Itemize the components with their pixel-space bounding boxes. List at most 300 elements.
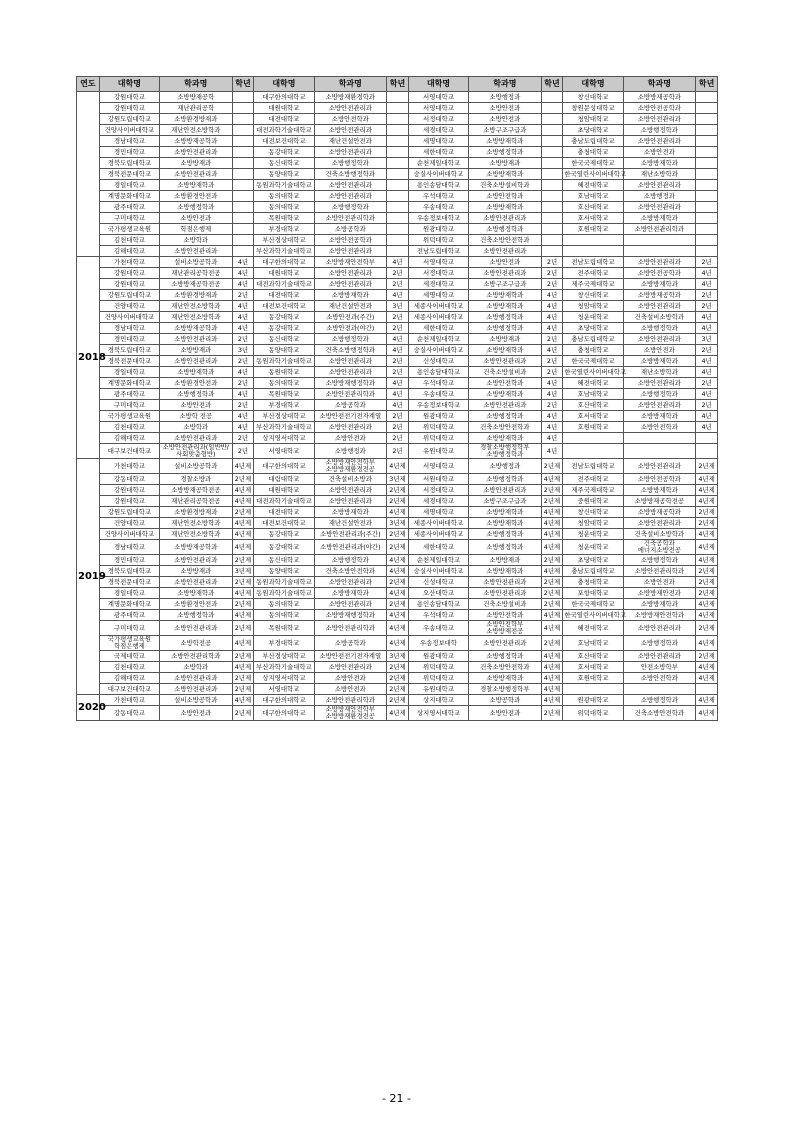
university-cell: 경민대학교 [99,334,159,345]
university-cell: 대전보건대학교 [254,518,314,529]
program-years-cell [696,158,718,169]
department-cell: 소방안전과 [469,114,542,125]
table-row [77,268,718,279]
university-cell: 건양대학교 [99,301,159,312]
program-years-cell: 4년제 [541,673,563,684]
university-cell: 원광대학교 [563,695,623,706]
university-cell: 구미대학교 [99,213,159,224]
university-cell: 순천제일대학교 [408,158,468,169]
department-cell: 소방안전관리과 [623,180,696,191]
department-cell: 소방안전관리과 [469,356,542,367]
university-cell: 동원과학기술대학교 [254,588,314,599]
department-cell: 소방행정학과 [314,158,387,169]
program-years-cell: 4년제 [232,588,254,599]
program-years-cell: 2년 [232,378,254,389]
program-years-cell: 4년 [232,323,254,334]
program-years-cell [232,114,254,125]
university-cell: 김해대학교 [99,673,159,684]
department-cell: 소방행정학과 [469,529,542,540]
department-cell: 소방안전관리과 [469,213,542,224]
department-cell [623,433,696,444]
department-cell: 재난안전소방학과 [159,518,232,529]
department-cell: 소방안전전기전자계열 [314,411,387,422]
table-row [77,158,718,169]
university-cell: 강원도립대학교 [99,290,159,301]
program-years-cell [541,103,563,114]
university-cell: 순천제일대학교 [408,555,468,566]
department-cell: 소방행정학과 [159,610,232,621]
university-cell: 강원대학교 [99,485,159,496]
program-years-cell: 4년제 [387,555,409,566]
university-cell: 한국열린사이버대학교 [564,610,627,619]
department-cell: 소방방재과 [469,158,542,169]
department-cell: 소방방재학과 [314,290,387,301]
university-cell: 대구한의대학교 [254,459,314,474]
program-years-cell: 4년제 [232,496,254,507]
university-cell: 세한대학교 [408,540,468,555]
program-years-cell: 4년제 [541,695,563,706]
table-row [77,474,718,485]
department-cell: 소방방재학과 [314,588,387,599]
column-header: 학년 [541,77,563,92]
program-years-cell: 2년 [232,290,254,301]
program-years-cell: 4년제 [541,684,563,695]
program-years-cell: 3년제 [387,651,409,662]
program-years-cell: 2년 [541,367,563,378]
department-cell: 소방방재학과 [159,367,232,378]
department-cell: 재난관리공학전공 [159,268,232,279]
university-cell: 서영대학교 [408,459,468,474]
program-years-cell: 2년제 [541,636,563,651]
department-cell: 소방방재안전학과 [623,610,696,621]
university-cell: 원광대학교 [408,651,468,662]
university-cell: 강동대학교 [99,474,159,485]
program-years-cell: 4년 [541,323,563,334]
university-cell: 전남도립대학교 [408,246,468,257]
university-cell: 건양대학교 [99,518,159,529]
program-years-cell [541,213,563,224]
department-cell: 소방안전관리과 [314,496,387,507]
department-cell: 소방행정학과 [314,334,387,345]
university-cell: 대구보건대학교 [99,684,159,695]
department-cell: 건축소방행정학과 [314,345,387,356]
university-cell: 호산대학교 [563,651,623,662]
department-cell: 재난관리공학전공 [159,496,232,507]
university-cell: 가천대학교 [99,459,159,474]
university-cell: 대원대학교 [254,103,314,114]
university-cell: 세종사이버대학교 [408,518,468,529]
university-cell: 목원대학교 [254,213,314,224]
program-years-cell: 4년제 [696,662,718,673]
column-header: 대학명 [254,77,314,92]
department-cell: 학점은행제 [159,224,232,235]
program-years-cell: 2년제 [696,588,718,599]
university-cell: 건양사이버대학교 [99,125,159,136]
table-row [77,673,718,684]
university-cell: 순천제일대학교 [408,334,468,345]
table-row [77,529,718,540]
program-years-cell [387,169,409,180]
university-cell: 경민대학교 [99,147,159,158]
university-cell: 청암대학교 [563,114,623,125]
university-cell: 국가평생교육원 [99,224,159,235]
program-years-cell: 2년제 [232,621,254,636]
table-row [77,422,718,433]
university-cell: 부경대학교 [254,636,314,651]
program-years-cell: 4년제 [232,695,254,706]
department-cell: 소방방재과 [159,158,232,169]
program-years-cell [232,169,254,180]
department-cell: 소방방재학과 [469,301,542,312]
university-cell: 우송대학교 [408,621,468,636]
program-years-cell [387,246,409,257]
university-cell: 포항대학교 [563,588,623,599]
university-cell: 강동대학교 [99,706,159,721]
program-years-cell: 2년 [541,356,563,367]
program-years-cell [387,114,409,125]
program-years-cell: 2년제 [232,706,254,721]
department-cell: 소방방재과 [469,555,542,566]
department-cell: 소방방재학과 [469,169,542,180]
program-years-cell: 4년제 [541,610,563,621]
department-cell [623,684,696,695]
department-cell: 소방안전과 [623,577,696,588]
university-cell: 숭실사이버대학교 [408,566,468,577]
program-years-cell: 4년제 [541,507,563,518]
university-cell: 광주대학교 [99,610,159,621]
program-years-cell: 4년제 [387,636,409,651]
university-cell: 동강대학교 [254,529,314,540]
table-row [77,213,718,224]
program-years-cell: 2년제 [232,577,254,588]
program-years-cell: 4년제 [541,540,563,555]
department-cell: 건축소방안전학과 [469,235,542,246]
university-cell: 위덕대학교 [408,422,468,433]
table-row [77,444,718,459]
university-cell: 한국국제대학교 [563,599,623,610]
table-row [77,169,718,180]
department-cell: 소방방재공학전공 [159,485,232,496]
department-cell: 소방행정과 [623,191,696,202]
department-cell: 소방안전관리과 [159,433,232,444]
program-years-cell [541,191,563,202]
program-years-cell: 2년제 [387,673,409,684]
table-row [77,257,718,268]
program-years-cell: 2년 [541,334,563,345]
program-years-cell: 2년제 [387,695,409,706]
university-cell: 동원과학기술대학교 [254,180,314,191]
department-cell: 소방안전관리과 [314,422,387,433]
university-cell: 부산경상대학교 [254,651,314,662]
university-cell: 부경대학교 [254,400,314,411]
university-cell: 서정대학교 [408,268,468,279]
university-cell: 대전보건대학교 [254,136,314,147]
department-cell: 재난안전소방학과 [159,301,232,312]
program-years-cell [387,92,409,103]
university-cell: 대구한의대학교 [254,92,314,103]
program-years-cell: 2년 [387,323,409,334]
program-years-cell: 4년 [232,268,254,279]
university-cell: 원광대학교 [408,411,468,422]
program-years-cell: 4년 [232,301,254,312]
department-cell: 소방안전관리학과 [623,224,696,235]
university-cell: 창신대학교 [563,507,623,518]
department-cell: 소방방재학과 [469,518,542,529]
department-cell: 소방방재과 [469,334,542,345]
university-cell: 강원대학교 [99,496,159,507]
department-cell: 재난안전소방학과 [159,125,232,136]
program-years-cell [387,235,409,246]
department-cell: 소방안전관리과 [159,555,232,566]
university-cell: 계명문화대학교 [99,599,159,610]
university-cell: 강원도립대학교 [99,507,159,518]
department-cell: 소방행정학과 [623,636,696,651]
department-cell: 소방안전관리과 [623,459,696,474]
column-header: 연도 [77,77,100,92]
column-header: 학과명 [623,77,696,92]
department-cell: 소방방재학과 [623,411,696,422]
table-row [77,610,718,621]
university-cell: 청운대학교 [563,540,623,555]
university-cell: 경남대학교 [99,136,159,147]
program-years-cell [232,103,254,114]
university-cell: 혜전대학교 [563,378,623,389]
program-years-cell: 4년 [232,411,254,422]
program-years-cell: 4년제 [696,529,718,540]
university-cell: 호서대학교 [563,662,623,673]
program-years-cell: 2년제 [541,555,563,566]
program-years-cell [696,125,718,136]
university-cell: 초당대학교 [563,323,623,334]
program-years-cell: 2년제 [696,651,718,662]
program-years-cell: 4년제 [387,507,409,518]
university-cell: 상지영서대학교 [254,433,314,444]
department-cell: 소방안전관리과 [159,169,232,180]
department-cell: 소방환경방재과 [159,507,232,518]
department-cell: 소방안전관리과 [159,147,232,158]
department-cell: 소방행정학과 [314,555,387,566]
department-cell: 소방안전관리과 [623,257,696,268]
program-years-cell [696,92,718,103]
department-cell: 소방행정학과 [469,540,542,555]
page-number: - 21 - [382,1092,411,1105]
university-cell: 동강대학교 [254,540,314,555]
department-cell: 소방안전관리과 [314,356,387,367]
table-row [77,588,718,599]
program-years-cell: 3년 [387,301,409,312]
department-cell: 재난관리공학 [159,103,232,114]
department-cell: 소방구조구급과 [469,496,542,507]
university-cell: 전주대학교 [563,474,623,485]
university-cell [563,235,623,246]
university-cell: 동강대학교 [254,312,314,323]
program-years-cell: 2년제 [696,507,718,518]
table-row [77,125,718,136]
program-years-cell [696,235,718,246]
department-cell: 소방안전관리과 [623,301,696,312]
program-years-cell [232,213,254,224]
program-years-cell: 2년 [387,356,409,367]
program-years-cell: 2년 [387,411,409,422]
column-header: 대학명 [408,77,468,92]
program-years-cell [387,147,409,158]
table-row [77,103,718,114]
university-cell: 계명문화대학교 [99,191,159,202]
university-cell: 위덕대학교 [563,706,623,721]
university-cell: 김천대학교 [99,235,159,246]
university-cell: 전남도립대학교 [563,257,623,268]
program-years-cell: 4년제 [387,459,409,474]
university-cell: 우송정보대학교 [408,400,468,411]
program-years-cell: 2년 [387,433,409,444]
program-years-cell [541,224,563,235]
table-row [77,400,718,411]
program-years-cell [541,92,563,103]
program-years-cell: 2년제 [541,485,563,496]
program-years-cell [541,158,563,169]
program-years-cell: 4년 [541,378,563,389]
program-years-cell [387,180,409,191]
program-years-cell: 4년 [541,411,563,422]
department-cell: 소방방재공학과 [623,507,696,518]
university-cell: 우석대학교 [408,191,468,202]
university-cell: 대구보건대학교 [99,444,159,459]
university-cell: 경북도립대학교 [99,158,159,169]
department-cell: 소방방재과 [159,566,232,577]
university-cell: 신성대학교 [408,356,468,367]
department-cell: 소방안전관리과 [314,485,387,496]
university-cell: 원광대학교 [408,224,468,235]
table-row [77,92,718,103]
university-cell: 김해대학교 [99,433,159,444]
table-row [77,114,718,125]
department-cell: 소방행정학과 [623,555,696,566]
department-cell: 소방방재학과 [469,673,542,684]
university-cell: 전주대학교 [563,268,623,279]
department-cell: 소방안전관리과 [314,279,387,290]
university-cell: 세경대학교 [408,279,468,290]
university-cell: 목원대학교 [254,621,314,636]
department-cell: 소방방재공학전공 [159,279,232,290]
program-years-cell [541,246,563,257]
table-header-row [77,77,718,92]
program-years-cell: 4년 [387,400,409,411]
university-cell: 서영대학교 [254,684,314,695]
university-cell: 숭실사이버대학교 [408,169,468,180]
program-years-cell [232,180,254,191]
university-cell: 창신대학교 [563,290,623,301]
program-years-cell: 4년 [696,367,718,378]
university-cell: 청운대학교 [563,312,623,323]
program-years-cell [541,169,563,180]
program-years-cell [696,114,718,125]
department-cell: 소방안전과 [623,345,696,356]
program-years-cell: 4년제 [696,555,718,566]
program-years-cell: 4년 [696,422,718,433]
university-cell: 청운대학교 [563,529,623,540]
department-cell: 소방안전관리과(야간) [314,540,387,555]
program-years-cell: 4년 [541,312,563,323]
department-cell: 소방안전관리과 [623,114,696,125]
university-cell: 대전대학교 [254,114,314,125]
program-years-cell: 2년 [232,334,254,345]
program-years-cell [541,235,563,246]
program-years-cell: 2년 [387,444,409,459]
program-years-cell: 4년 [696,312,718,323]
program-years-cell: 3년제 [387,474,409,485]
department-cell [623,246,696,257]
program-years-cell: 4년 [541,433,563,444]
department-cell [623,444,696,459]
program-years-cell: 2년제 [387,577,409,588]
program-years-cell [387,224,409,235]
program-years-cell: 2년제 [232,599,254,610]
program-years-cell: 2년제 [541,496,563,507]
program-years-cell: 3년제 [232,566,254,577]
university-cell: 용인송담대학교 [408,599,468,610]
table-row [77,662,718,673]
department-cell: 소방안전관리과 [314,367,387,378]
table-row [77,621,718,636]
program-years-cell: 4년 [232,279,254,290]
program-years-cell: 4년 [232,257,254,268]
program-years-cell [696,444,718,459]
program-years-cell: 4년 [541,345,563,356]
university-cell: 동신대학교 [254,555,314,566]
department-cell: 소방안전학과 [623,673,696,684]
university-cell: 동양대학교 [254,345,314,356]
department-cell: 소방안전관리과 [469,400,542,411]
table-row [77,459,718,474]
university-cell: 동강대학교 [254,147,314,158]
department-cell: 소방방재학과 [159,180,232,191]
university-cell: 가천대학교 [99,695,159,706]
department-cell: 설비소방공학과 [159,695,232,706]
department-cell: 소방행정학과 [159,389,232,400]
department-cell: 재난건설안전과 [314,301,387,312]
program-years-cell [696,433,718,444]
program-years-cell [541,136,563,147]
program-years-cell: 4년제 [232,662,254,673]
program-years-cell: 4년 [541,389,563,400]
department-cell: 소방방재학과 [623,599,696,610]
department-cell: 소방행정과 [469,459,542,474]
column-header: 학과명 [469,77,542,92]
university-cell [563,246,623,257]
university-cell: 서영대학교 [254,444,314,459]
department-cell: 소방방재학과 [469,202,542,213]
university-cell: 대전과학기술대학교 [254,279,314,290]
table-row [77,356,718,367]
program-years-cell [541,114,563,125]
university-cell: 호원대학교 [563,673,623,684]
department-cell: 소방방재학과 [469,136,542,147]
department-cell: 소방방재학과 [469,433,542,444]
university-cell: 대구한의대학교 [254,706,314,721]
program-years-cell [232,158,254,169]
table-row [77,345,718,356]
department-cell: 소방행정학과 [623,125,696,136]
program-years-cell: 2년 [387,279,409,290]
university-cell: 동의대학교 [254,378,314,389]
program-years-cell: 4년제 [232,459,254,474]
university-cell: 광주대학교 [99,389,159,400]
department-cell: 소방행정과 [314,444,387,459]
university-cell: 대전보건대학교 [254,301,314,312]
university-cell: 강원도립대학교 [99,114,159,125]
university-cell: 국제대학교 [99,651,159,662]
university-cell: 가천대학교 [99,257,159,268]
